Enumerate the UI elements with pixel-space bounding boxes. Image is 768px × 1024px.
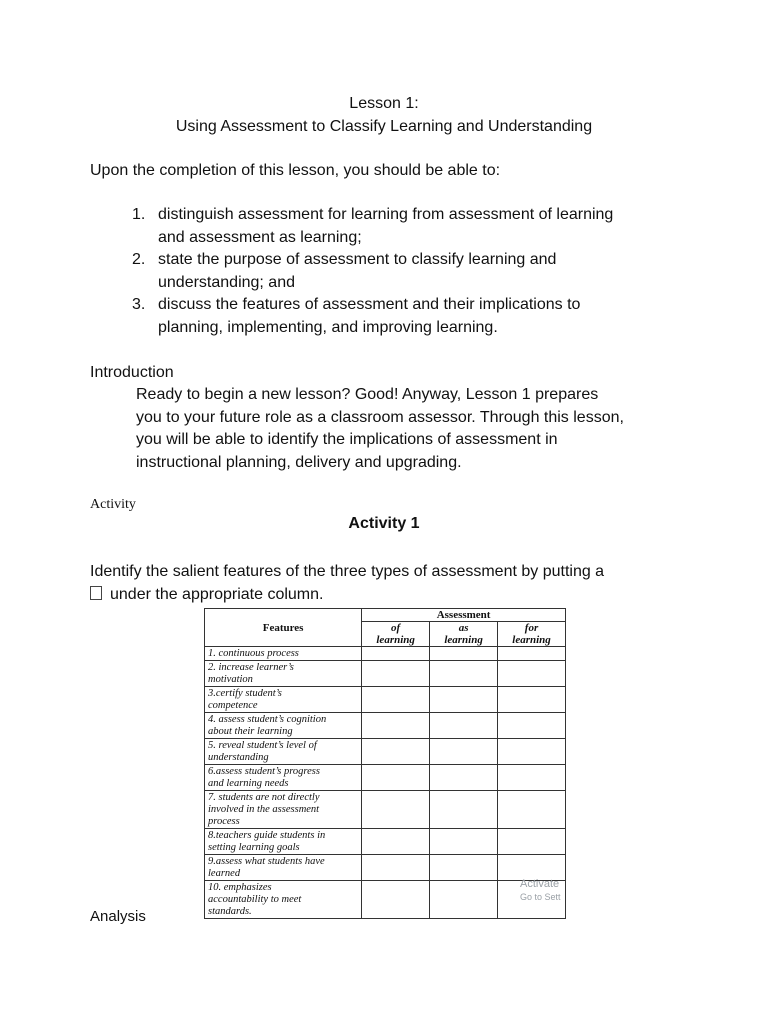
feature-line: 2. increase learner’s [208, 662, 294, 673]
as-learning-cell[interactable] [430, 765, 498, 791]
activity-heading: Activity 1 [348, 515, 420, 532]
objective-text-line: and assessment as learning; [158, 228, 362, 246]
table-row [205, 687, 566, 713]
introduction-line: Ready to begin a new lesson? Good! Anyway, Lesson 1 prepares [136, 386, 599, 403]
introduction-heading: Introduction [90, 364, 174, 381]
watermark-line: Activate [520, 878, 560, 890]
objective-text-line: state the purpose of assessment to classify learning and [158, 251, 557, 268]
of-learning-cell[interactable] [362, 765, 430, 791]
for-learning-cell[interactable] [498, 713, 566, 739]
for-learning-cell[interactable] [498, 647, 566, 661]
column-header-line: of [391, 622, 401, 634]
table-row [205, 829, 566, 855]
as-learning-cell[interactable] [430, 713, 498, 739]
column-header-as-learning [430, 622, 498, 647]
instruction-line: under the appropriate column. [110, 585, 324, 603]
of-learning-cell[interactable] [362, 791, 430, 829]
feature-cell [205, 765, 362, 791]
feature-line: accountability to meet [208, 894, 302, 905]
feature-line: 1. continuous process [208, 648, 299, 659]
feature-cell [205, 881, 362, 919]
introduction-body [136, 384, 696, 474]
as-learning-cell[interactable] [430, 855, 498, 881]
feature-line: learned [208, 868, 241, 879]
objective-text-line: understanding; and [158, 273, 295, 291]
table-row [205, 661, 566, 687]
as-learning-cell[interactable] [430, 791, 498, 829]
for-learning-cell[interactable] [498, 739, 566, 765]
objective-number: 2. [132, 251, 146, 268]
as-learning-cell[interactable] [430, 881, 498, 919]
for-learning-cell[interactable] [498, 855, 566, 881]
lesson-title: Using Assessment to Classify Learning and Understanding [175, 118, 593, 135]
column-header-line: as [458, 622, 469, 634]
feature-line: process [208, 816, 240, 827]
as-learning-cell[interactable] [430, 687, 498, 713]
feature-line: competence [208, 700, 258, 711]
objective-item [132, 294, 692, 339]
feature-line: 8.teachers guide students in [208, 830, 326, 841]
objective-text-line: distinguish assessment for learning from assessment of learning [158, 206, 614, 223]
objective-text-line: discuss the features of assessment and their implications to [158, 296, 581, 313]
of-learning-cell[interactable] [362, 647, 430, 661]
as-learning-cell[interactable] [430, 647, 498, 661]
feature-cell [205, 661, 362, 687]
feature-line: setting learning goals [208, 842, 300, 853]
column-header-line: learning [376, 634, 415, 646]
for-learning-cell[interactable] [498, 765, 566, 791]
objectives-intro: Upon the completion of this lesson, you should be able to: [90, 162, 501, 179]
as-learning-cell[interactable] [430, 829, 498, 855]
feature-line: 9.assess what students have [208, 856, 325, 867]
column-header-line: learning [444, 634, 483, 646]
introduction-line: you to your future role as a classroom assessor. Through this lesson, [136, 408, 624, 426]
activity-instruction [90, 561, 690, 606]
as-learning-cell[interactable] [430, 661, 498, 687]
of-learning-cell[interactable] [362, 661, 430, 687]
table-row [205, 881, 566, 919]
feature-cell [205, 791, 362, 829]
table-row [205, 791, 566, 829]
as-learning-cell[interactable] [430, 739, 498, 765]
feature-cell [205, 687, 362, 713]
watermark-line: Go to Sett [520, 892, 561, 902]
analysis-heading: Analysis [90, 908, 146, 925]
of-learning-cell[interactable] [362, 687, 430, 713]
feature-line: 7. students are not directly [208, 792, 320, 803]
objective-item [132, 249, 692, 294]
objective-item [132, 204, 692, 249]
table-row [205, 647, 566, 661]
objective-number: 1. [132, 206, 146, 223]
instruction-line: Identify the salient features of the three types of assessment by putting a [90, 563, 605, 580]
instruction-line-2 [90, 584, 690, 607]
feature-line: 4. assess student’s cognition [208, 714, 327, 725]
of-learning-cell[interactable] [362, 739, 430, 765]
feature-line: 10. emphasizes [208, 882, 272, 893]
introduction-line: you will be able to identify the implications of assessment in [136, 431, 558, 448]
feature-line: and learning needs [208, 778, 289, 789]
feature-line: involved in the assessment [208, 804, 320, 815]
assessment-header: Assessment [362, 609, 566, 622]
column-header-line: for [524, 622, 539, 634]
feature-line: 6.assess student’s progress [208, 766, 320, 777]
feature-cell [205, 647, 362, 661]
objective-text-line: planning, implementing, and improving learning. [158, 318, 498, 336]
of-learning-cell[interactable] [362, 829, 430, 855]
feature-cell [205, 855, 362, 881]
feature-line: about their learning [208, 726, 293, 737]
column-header-of-learning [362, 622, 430, 647]
feature-line: standards. [208, 906, 252, 917]
feature-cell [205, 829, 362, 855]
column-header-for-learning [498, 622, 566, 647]
for-learning-cell[interactable] [498, 829, 566, 855]
table-row [205, 739, 566, 765]
feature-line: 5. reveal student’s level of [208, 740, 317, 751]
of-learning-cell[interactable] [362, 855, 430, 881]
for-learning-cell[interactable] [498, 661, 566, 687]
table-row [205, 765, 566, 791]
of-learning-cell[interactable] [362, 713, 430, 739]
table-row [205, 713, 566, 739]
of-learning-cell[interactable] [362, 881, 430, 919]
column-header-line: learning [512, 634, 551, 646]
feature-line: motivation [208, 674, 253, 685]
objective-number: 3. [132, 296, 146, 313]
lesson-label: Lesson 1: [349, 95, 419, 112]
for-learning-cell[interactable] [498, 791, 566, 829]
table-row [205, 855, 566, 881]
introduction-line: instructional planning, delivery and upgrading. [136, 453, 462, 471]
objectives-list [132, 204, 692, 339]
activity-label: Activity [90, 497, 136, 512]
assessment-table [204, 608, 566, 919]
features-header: Features [205, 609, 362, 647]
feature-line: understanding [208, 752, 269, 763]
for-learning-cell[interactable] [498, 687, 566, 713]
feature-line: 3.certify student’s [208, 688, 282, 699]
feature-cell [205, 739, 362, 765]
activation-watermark [520, 878, 561, 904]
feature-cell [205, 713, 362, 739]
missing-glyph-box-icon [90, 586, 102, 600]
